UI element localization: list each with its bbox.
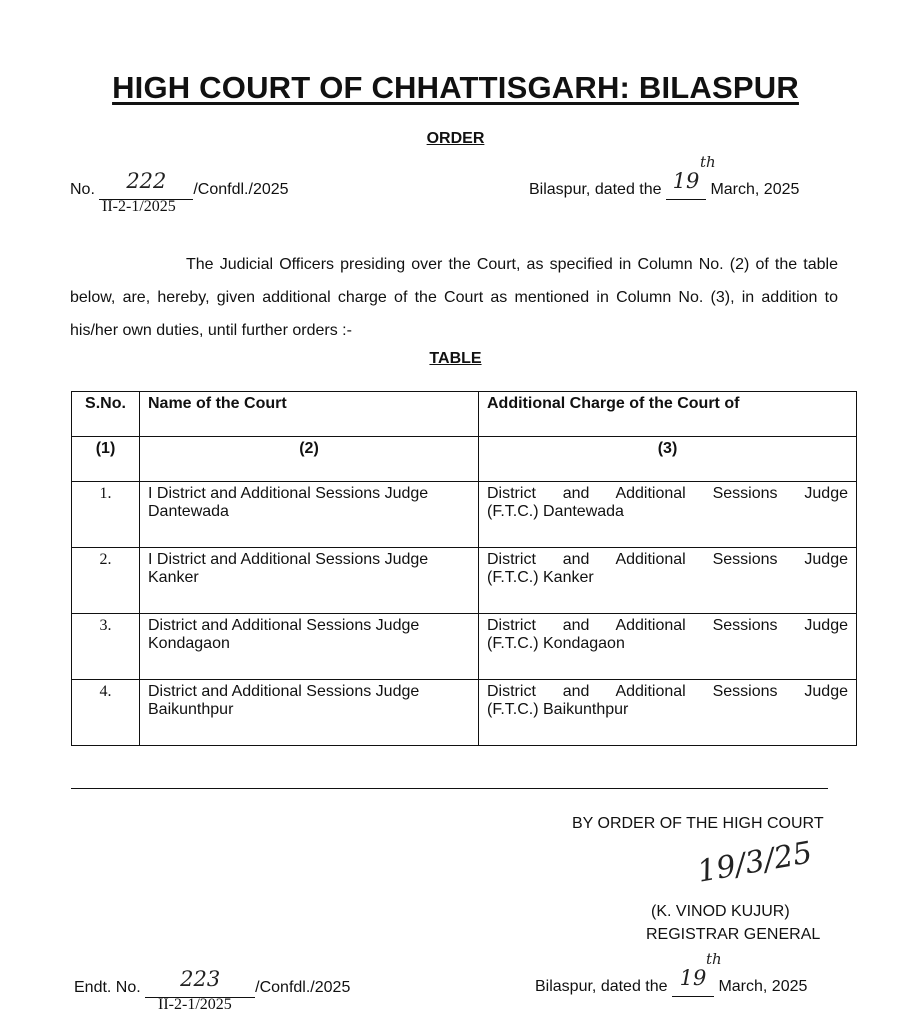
row-court	[140, 548, 479, 614]
table-row	[72, 614, 857, 680]
endt-date-day: 19	[679, 966, 707, 990]
header-court-name: Name of the Court	[140, 392, 479, 437]
col-number-2: (2)	[140, 437, 479, 482]
table-row	[72, 482, 857, 548]
order-date-blank	[666, 153, 716, 200]
col-number-1: (1)	[72, 437, 140, 482]
endt-no-label: Endt. No.	[74, 979, 141, 996]
row-charge-line1: District and Additional Sessions Judge	[487, 617, 848, 634]
endt-date-prefix: Bilaspur, dated the	[535, 978, 668, 995]
table-header-row	[72, 392, 857, 437]
order-no-blank	[99, 169, 193, 200]
row-court-line1: I District and Additional Sessions Judge	[148, 551, 429, 568]
order-number	[70, 169, 289, 200]
row-court-line1: I District and Additional Sessions Judge	[148, 485, 429, 502]
order-heading: ORDER	[426, 130, 485, 147]
endt-date-blank	[672, 950, 722, 997]
header-additional-charge: Additional Charge of the Court of	[479, 392, 857, 437]
signatory-name: (K. VINOD KUJUR)	[651, 903, 790, 920]
table-row	[72, 680, 857, 746]
row-sno: 3.	[72, 614, 140, 680]
table-column-number-row	[72, 437, 857, 482]
row-court	[140, 680, 479, 746]
row-charge	[479, 614, 857, 680]
endorsement-date	[535, 950, 808, 997]
table-row	[72, 548, 857, 614]
order-date-prefix: Bilaspur, dated the	[529, 181, 662, 198]
row-court-line1: District and Additional Sessions Judge	[148, 683, 420, 700]
endt-file-number: II-2-1/2025	[158, 996, 232, 1013]
endt-date-sup: th	[706, 950, 722, 968]
row-charge-line2: (F.T.C.) Baikunthpur	[487, 701, 629, 718]
by-order-text: BY ORDER OF THE HIGH COURT	[572, 815, 824, 832]
page-title: HIGH COURT OF CHHATTISGARH: BILASPUR	[112, 70, 799, 105]
row-sno: 1.	[72, 482, 140, 548]
table-heading: TABLE	[429, 350, 482, 367]
row-charge	[479, 680, 857, 746]
row-sno: 2.	[72, 548, 140, 614]
row-court-line2: Baikunthpur	[148, 701, 234, 718]
endorsement-number	[74, 967, 351, 998]
row-charge-line2: (F.T.C.) Dantewada	[487, 503, 624, 520]
row-charge-line2: (F.T.C.) Kanker	[487, 569, 594, 586]
endt-no-blank	[145, 967, 255, 998]
row-charge	[479, 482, 857, 548]
row-court-line2: Dantewada	[148, 503, 229, 520]
row-court	[140, 614, 479, 680]
orders-table	[71, 391, 857, 746]
order-no-suffix: /Confdl./2025	[193, 181, 289, 198]
row-court-line2: Kanker	[148, 569, 199, 586]
order-date-day: 19	[672, 169, 700, 193]
endt-no-handwritten: 223	[180, 967, 221, 991]
row-charge-line1: District and Additional Sessions Judge	[487, 683, 848, 700]
signatory-designation: REGISTRAR GENERAL	[646, 926, 821, 943]
body-paragraph: The Judicial Officers presiding over the Court, as specified in Column No. (2) of the table below, are, hereby, given additional charge of the Court as mentioned in Column No. (3), in addition to his/her own duties, until further orders :-	[70, 256, 838, 339]
row-court-line2: Kondagaon	[148, 635, 230, 652]
order-file-number: II-2-1/2025	[102, 198, 176, 215]
row-sno: 4.	[72, 680, 140, 746]
endt-no-suffix: /Confdl./2025	[255, 979, 351, 996]
row-court-line1: District and Additional Sessions Judge	[148, 617, 420, 634]
endt-date-suffix: March, 2025	[718, 978, 808, 995]
order-no-handwritten: 222	[126, 169, 167, 193]
order-date	[529, 153, 800, 200]
row-court	[140, 482, 479, 548]
header-sno: S.No.	[72, 392, 140, 437]
col-number-3: (3)	[479, 437, 857, 482]
order-date-sup: th	[700, 153, 716, 171]
order-date-suffix: March, 2025	[710, 181, 800, 198]
separator-line	[71, 788, 828, 789]
row-charge	[479, 548, 857, 614]
row-charge-line1: District and Additional Sessions Judge	[487, 485, 848, 502]
row-charge-line2: (F.T.C.) Kondagaon	[487, 635, 625, 652]
order-no-label: No.	[70, 181, 95, 198]
handwritten-signature: 19/3/25	[694, 835, 815, 890]
row-charge-line1: District and Additional Sessions Judge	[487, 551, 848, 568]
